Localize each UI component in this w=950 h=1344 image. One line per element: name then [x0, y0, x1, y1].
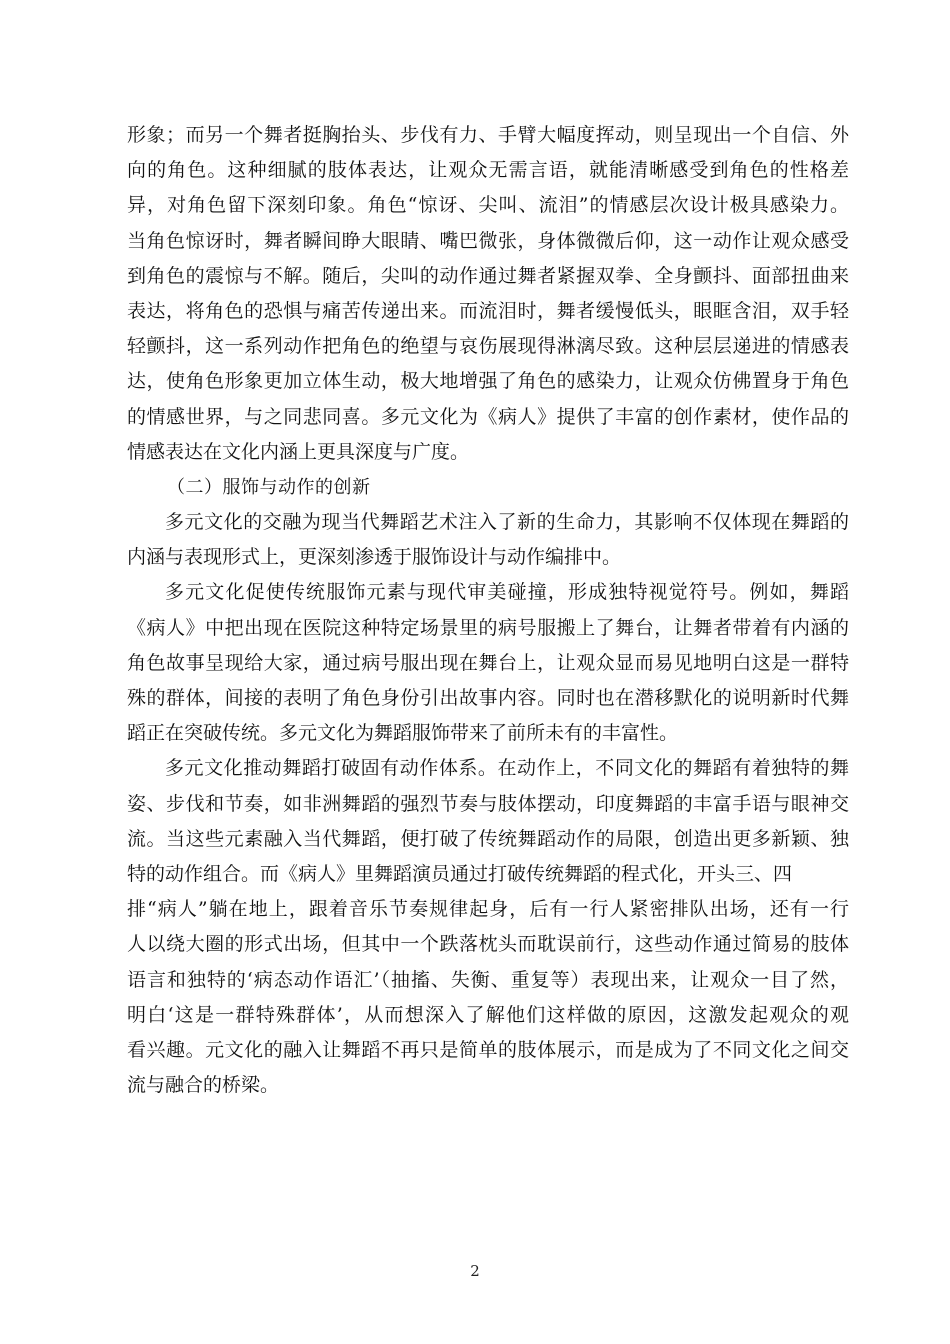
text-line: 多元文化促使传统服饰元素与现代审美碰撞，形成独特视觉符号。例如，舞蹈 — [165, 581, 849, 604]
text-line: 形象；而另一个舞者挺胸抬头、步伐有力、手臂大幅度挥动，则呈现出一个自信、外 — [127, 124, 849, 146]
text-line: 特的动作组合。而《病人》里舞蹈演员通过打破传统舞蹈的程式化，开头三、四 — [127, 862, 793, 885]
text-line: 异，对角色留下深刻印象。角色“惊讶、尖叫、流泪”的情感层次设计极具感染力。 — [127, 194, 849, 217]
text-line: 情感表达在文化内涵上更具深度与广度。 — [127, 440, 470, 463]
text-line: 角色故事呈现给大家，通过病号服出现在舞台上，让观众显而易见地明白这是一群特 — [127, 651, 849, 674]
text-line: 到角色的震惊与不解。随后，尖叫的动作通过舞者紧握双拳、全身颤抖、面部扭曲来 — [127, 264, 849, 287]
text-line: 蹈正在突破传统。多元文化为舞蹈服饰带来了前所未有的丰富性。 — [127, 722, 679, 745]
text-line: 轻颤抖，这一系列动作把角色的绝望与哀伤展现得淋漓尽致。这种层层递进的情感表 — [127, 335, 849, 358]
text-line: 姿、步伐和节奏，如非洲舞蹈的强烈节奏与肢体摆动，印度舞蹈的丰富手语与眼神交 — [127, 792, 849, 815]
document-body — [127, 118, 849, 1103]
text-line: 《病人》中把出现在医院这种特定场景里的病号服搬上了舞台，让舞者带着有内涵的 — [127, 616, 849, 639]
text-line: 向的角色。这种细腻的肢体表达，让观众无需言语，就能清晰感受到角色的性格差 — [127, 159, 849, 182]
text-line: 多元文化推动舞蹈打破固有动作体系。在动作上，不同文化的舞蹈有着独特的舞 — [165, 757, 849, 780]
text-line: 内涵与表现形式上，更深刻渗透于服饰设计与动作编排中。 — [127, 546, 622, 569]
text-line: 人以绕大圈的形式出场，但其中一个跌落枕头而耽误前行，这些动作通过简易的肢体 — [127, 933, 849, 956]
text-line: 看兴趣。元文化的融入让舞蹈不再只是简单的肢体展示，而是成为了不同文化之间交 — [127, 1038, 849, 1061]
text-line: 明白‘这是一群特殊群体’，从而想深入了解他们这样做的原因，这激发起观众的观 — [127, 1003, 849, 1026]
text-line: 流与融合的桥梁。 — [127, 1074, 280, 1097]
text-line: 表达，将角色的恐惧与痛苦传递出来。而流泪时，舞者缓慢低头，眼眶含泪，双手轻 — [127, 299, 849, 322]
text-line: 当角色惊讶时，舞者瞬间睁大眼睛、嘴巴微张，身体微微后仰，这一动作让观众感受 — [127, 229, 849, 252]
text-line: 殊的群体，间接的表明了角色身份引出故事内容。同时也在潜移默化的说明新时代舞 — [127, 687, 849, 709]
section-heading: （二）服饰与动作的创新 — [167, 476, 371, 498]
text-line: 语言和独特的‘病态动作语汇’（抽搐、失衡、重复等）表现出来，让观众一目了然， — [127, 968, 849, 991]
text-line: 流。当这些元素融入当代舞蹈，便打破了传统舞蹈动作的局限，创造出更多新颖、独 — [127, 827, 849, 850]
text-line: 的情感世界，与之同悲同喜。多元文化为《病人》提供了丰富的创作素材，使作品的 — [127, 405, 849, 428]
text-line: 多元文化的交融为现当代舞蹈艺术注入了新的生命力，其影响不仅体现在舞蹈的 — [165, 511, 849, 534]
page-number: 2 — [470, 1262, 480, 1280]
text-line: 达，使角色形象更加立体生动，极大地增强了角色的感染力，让观众仿佛置身于角色 — [127, 370, 849, 393]
text-line: 排“病人”躺在地上，跟着音乐节奏规律起身，后有一行人紧密排队出场，还有一行 — [127, 898, 849, 921]
